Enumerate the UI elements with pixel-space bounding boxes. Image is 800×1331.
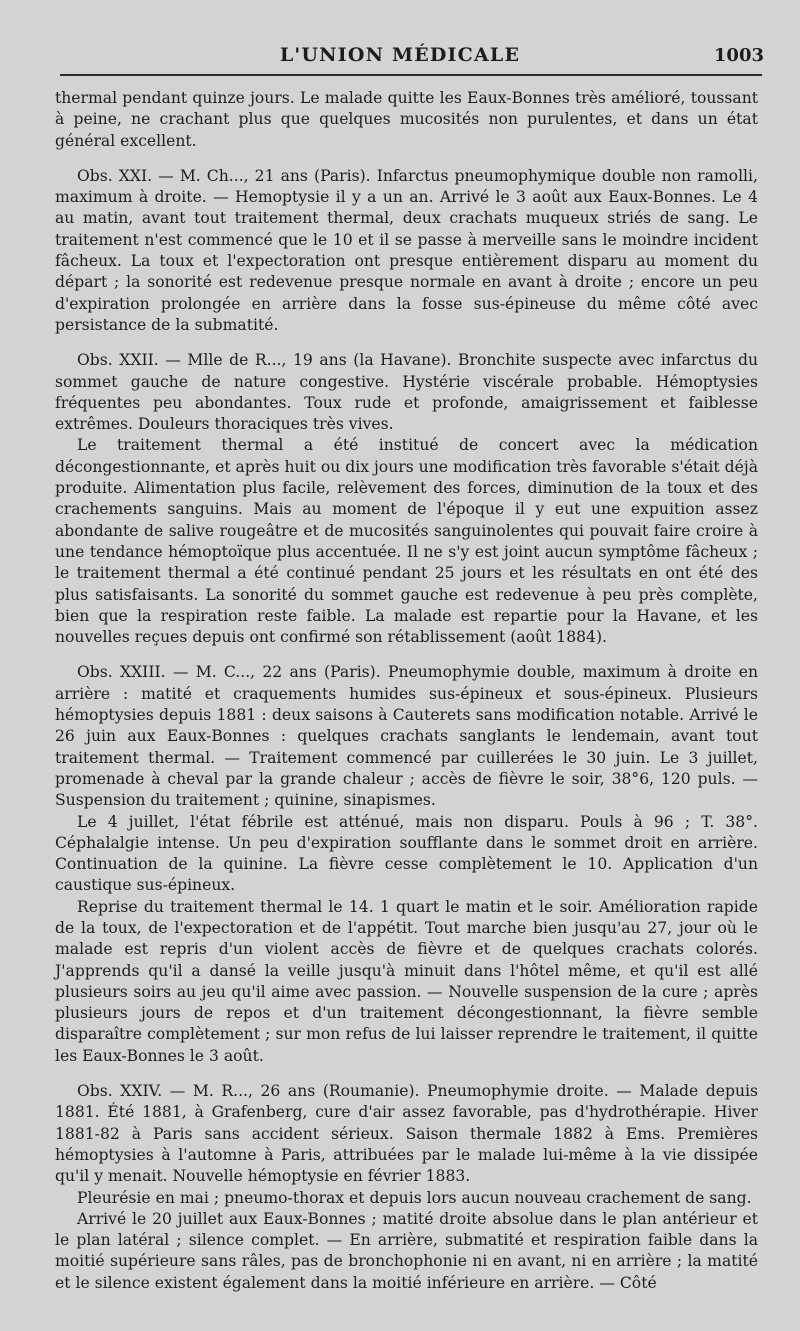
paragraph: Le 4 juillet, l'état fébrile est atténué, mais non disparu. Pouls à 96 ; T. 38°. Céphalalgie intense. Un peu d'expiration soufflante dans le sommet droit en arrière. Continuation de la quinine. La fièvre cesse complètement le 10. Application d'un caustique sus-épineux.: [55, 812, 758, 895]
running-title: L'UNION MÉDICALE: [279, 44, 521, 66]
spacer: [55, 336, 758, 350]
body-text: [55, 88, 758, 1294]
observation-xxii: Obs. XXII. — Mlle de R..., 19 ans (la Havane). Bronchite suspecte avec infarctus du sommet gauche de nature congestive. Hystérie viscérale probable. Hémoptysies fréquentes peu abondantes. Toux rude et profonde, amaigrissement et faiblesse extrêmes. Douleurs thoraciques très vives.: [55, 351, 758, 434]
paragraph: Le traitement thermal a été institué de concert avec la médication décongestionnante, et après huit ou dix jours une modification très favorable s'était déjà produite. Alimentation plus facile, relèvement des forces, diminution de la toux et des crachements sanguins. Mais au moment de l'époque il y eut une expuition assez abondante de salive rougeâtre et de mucosités sanguinolentes qui pouvait faire croire à une tendance hémoptoïque plus accentuée. Il ne s'y est joint aucun symptôme fâcheux ; le traitement thermal a été continué pendant 25 jours et les résultats en ont été des plus satisfaisants. La sonorité du sommet gauche est redevenue à peu près complète, bien que la respiration reste faible. La malade est repartie pour la Havane, et les nouvelles reçues depuis ont confirmé son rétablissement (août 1884).: [55, 436, 758, 647]
paragraph: Arrivé le 20 juillet aux Eaux-Bonnes ; matité droite absolue dans le plan antérieur et le plan latéral ; silence complet. — En arrière, submatité et respiration faible dans la moitié supérieure sans râles, pas de bronchophonie ni en avant, ni en arrière ; la matité et le silence existent également dans la moitié inférieure en arrière. — Côté: [55, 1209, 758, 1292]
paragraph: Reprise du traitement thermal le 14. 1 quart le matin et le soir. Amélioration rapide de la toux, de l'expectoration et de l'appétit. Tout marche bien jusqu'au 27, jour où le malade est repris d'un violent accès de fièvre et de quelques crachats colorés. J'apprends qu'il a dansé la veille jusqu'à minuit dans l'hôtel même, et qu'il est allé plusieurs soirs au jeu qu'il aime avec passion. — Nouvelle suspension de la cure ; après plusieurs jours de repos et d'un traitement décongestionnant, la fièvre semble disparaître complètement ; sur mon refus de lui laisser reprendre le traitement, il quitte les Eaux-Bonnes le 3 août.: [55, 897, 758, 1065]
observation-xxiv: Obs. XXIV. — M. R..., 26 ans (Roumanie). Pneumophymie droite. — Malade depuis 1881. Été 1881, à Grafenberg, cure d'air assez favorable, pas d'hydrothérapie. Hiver 1881-82 à Paris sans accident sérieux. Saison thermale 1882 à Ems. Premières hémoptysies à l'automne à Paris, attribuées par le malade lui-même à la vie dissipée qu'il y menait. Nouvelle hémoptysie en février 1883.: [55, 1082, 758, 1186]
observation-xxiii: Obs. XXIII. — M. C..., 22 ans (Paris). Pneumophymie double, maximum à droite en arrière : matité et craquements humides sus-épineux et sous-épineux. Plusieurs hémoptysies depuis 1881 : deux saisons à Cauterets sans modification notable. Arrivé le 26 juin aux Eaux-Bonnes : quelques crachats sanglants le lendemain, avant tout traitement thermal. — Traitement commencé par cuillerées le 30 juin. Le 3 juillet, promenade à cheval par la grande chaleur ; accès de fièvre le soir, 38°6, 120 puls. — Suspension du traitement ; quinine, sinapismes.: [55, 663, 758, 810]
paragraph: Pleurésie en mai ; pneumo-thorax et depuis lors aucun nouveau crachement de sang.: [77, 1188, 752, 1207]
page-header: [0, 36, 800, 76]
page-number: 1003: [713, 45, 764, 66]
spacer: [55, 648, 758, 662]
observation-xxi: Obs. XXI. — M. Ch..., 21 ans (Paris). Infarctus pneumophymique double non ramolli, maximum à droite. — Hemoptysie il y a un an. Arrivé le 3 août aux Eaux-Bonnes. Le 4 au matin, avant tout traitement thermal, deux crachats muqueux striés de sang. Le traitement n'est commencé que le 10 et il se passe à merveille sans le moindre incident fâcheux. La toux et l'expectoration ont presque entièrement disparu au moment du départ ; la sonorité est redevenue presque normale en avant à droite ; encore un peu d'expiration prolongée en arrière dans la fosse sus-épineuse du même côté avec persistance de la submatité.: [55, 166, 758, 334]
header-rule: [60, 74, 762, 76]
paragraph-continuation: thermal pendant quinze jours. Le malade quitte les Eaux-Bonnes très amélioré, toussant à peine, ne crachant plus que quelques mucosités non purulentes, et dans un état général excellent.: [55, 89, 758, 150]
spacer: [55, 1067, 758, 1081]
spacer: [55, 152, 758, 166]
